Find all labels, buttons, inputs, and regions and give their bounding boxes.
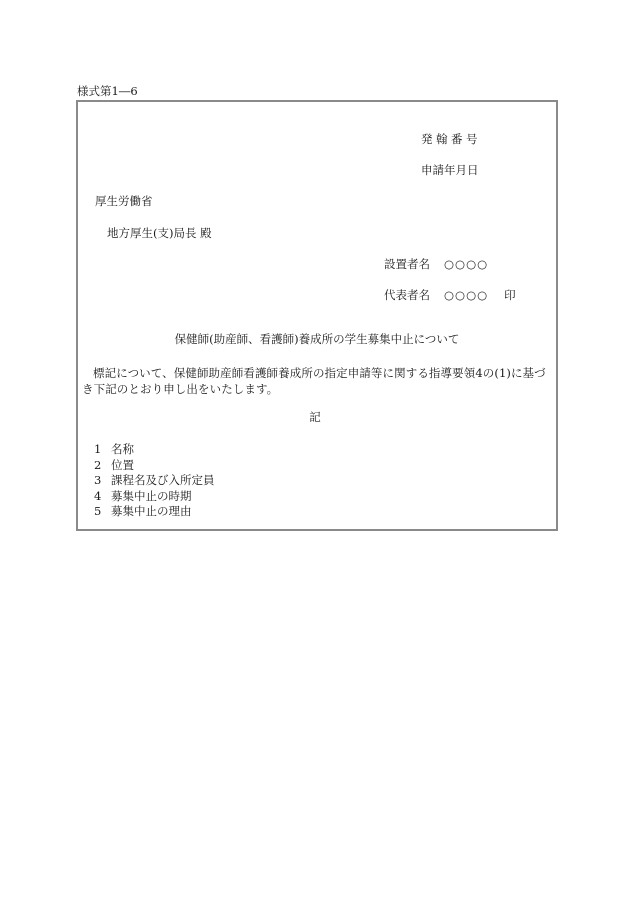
form-id: 様式第1―6 [77, 84, 138, 98]
list-item [94, 473, 215, 489]
representative-label: 代表者名 [384, 288, 430, 302]
list-item [94, 489, 215, 505]
list-item [94, 442, 215, 458]
seal-mark: 印 [504, 288, 516, 302]
list-item [94, 458, 215, 474]
item-number: 3 [94, 473, 102, 487]
item-number: 4 [94, 488, 102, 503]
representative-row [384, 290, 516, 302]
item-number: 5 [94, 504, 102, 518]
body-paragraph: 標記について、保健師助産師看護師養成所の指定申請等に関する指導要領4の(1)に基づき下記のとおり申し出をいたします。 [82, 366, 546, 396]
item-label: 課程名及び入所定員 [111, 473, 215, 487]
addressee-ministry: 厚生労働省 [95, 194, 153, 208]
founder-row [384, 259, 488, 271]
document-subject: 保健師(助産師、看護師)養成所の学生募集中止について [174, 332, 460, 346]
list-item [94, 504, 215, 520]
representative-value: ○○○○ [444, 288, 489, 302]
doc-number: 発翰番号 [421, 132, 481, 146]
founder-value: ○○○○ [444, 257, 489, 271]
addressee-bureau: 地方厚生(支)局長 殿 [107, 226, 212, 240]
item-list [94, 442, 215, 520]
item-label: 募集中止の時期 [111, 488, 192, 503]
ki-heading: 記 [309, 410, 321, 424]
item-number: 1 [94, 442, 102, 456]
item-label: 位置 [111, 457, 134, 472]
founder-label: 設置者名 [384, 257, 430, 271]
item-number: 2 [94, 457, 102, 472]
item-label: 名称 [111, 442, 134, 456]
item-label: 募集中止の理由 [111, 504, 192, 518]
application-date: 申請年月日 [421, 163, 479, 177]
